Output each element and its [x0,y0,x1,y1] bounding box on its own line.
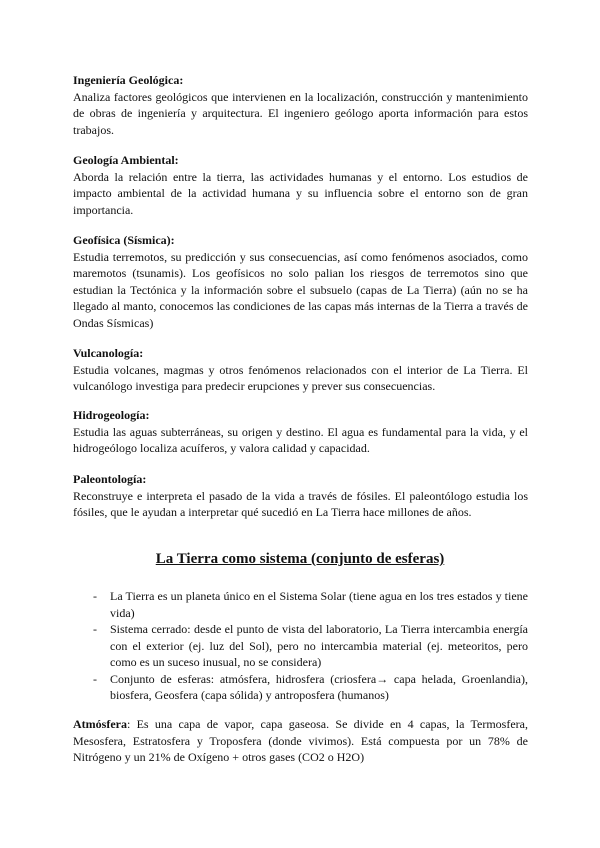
section-text: Estudia volcanes, magmas y otros fenómenos relacionados con el interior de La Tierra. El vulcanólogo investiga para predecir erupciones y prever sus consecuencias. [73,362,528,393]
list-item-text: La Tierra es un planeta único en el Sistema Solar (tiene agua en los tres estados y tiene vida) [110,589,528,620]
section-geofisica [73,232,528,331]
atmosfera-text: : Es una capa de vapor, capa gaseosa. Se divide en 4 capas, la Termosfera, Mesosfera, Estratosfera y Troposfera (donde vivimos). Está compuesta por un 78% de Nitrógeno y un 21% de Oxígeno + otros gases (CO2 o H2O) [73,717,528,764]
section-text: Analiza factores geológicos que intervienen en la localización, construcción y mantenimiento de obras de ingeniería y arquitectura. El ingeniero geólogo aporta información para estos trabajos. [73,89,528,137]
section-heading: Vulcanología: [73,346,144,360]
section-text: Estudia las aguas subterráneas, su origen y destino. El agua es fundamental para la vida, y el hidrogeólogo localiza acuíferos, y valora calidad y capacidad. [73,424,528,455]
section-heading: Geología Ambiental: [73,153,179,167]
list-item [93,621,528,671]
atmosfera-term: Atmósfera [73,717,127,731]
section-ingenieria-geologica [73,72,528,138]
section-text: Aborda la relación entre la tierra, las actividades humanas y el entorno. Los estudios de impacto ambiental de la actividad humana y su influencia sobre el entorno son de gran importancia. [73,169,528,217]
atmosfera-paragraph [73,716,528,766]
section-heading: Paleontología: [73,472,147,486]
section-heading: Hidrogeología: [73,408,150,422]
section-hidrogeologia [73,407,528,457]
list-item [93,588,528,621]
section-paleontologia [73,471,528,521]
list-item-text: Conjunto de esferas: atmósfera, hidrosfera (criosfera→ capa helada, Groenlandia), biosfera, Geosfera (capa sólida) y antroposfera (humanos) [110,671,528,702]
list-item-text: Sistema cerrado: desde el punto de vista del laboratorio, La Tierra intercambia energía con el exterior (ej. luz del Sol), pero no intercambia material (ej. meteoritos, pero como es un suceso inusual, no se considera) [110,622,528,669]
bullet-dash: - [93,671,97,686]
section-text: Estudia terremotos, su predicción y sus consecuencias, así como fenómenos asociados, como maremotos (tsunamis). Los geofísicos no solo palian los riesgos de terremotos sino que estudian la Tectónica y la información sobre el subsuelo (capas de La Tierra) (aún no se ha llegado al manto, conocemos las condiciones de las capas más internas de la Tierra a través de Ondas Sísmicas) [73,249,528,330]
section-vulcanologia [73,345,528,395]
bullet-dash: - [93,589,97,603]
section-title: La Tierra como sistema (conjunto de esferas) [155,551,445,567]
bullet-list [93,588,528,704]
section-heading: Geofísica (Sísmica): [73,233,175,247]
list-item [93,671,528,704]
bullet-dash: - [93,622,97,636]
section-text: Reconstruye e interpreta el pasado de la vida a través de fósiles. El paleontólogo estudia los fósiles, que le ayudan a interpretar qué sucedió en La Tierra hace millones de años. [73,488,528,519]
section-heading: Ingeniería Geológica: [73,73,184,87]
section-geologia-ambiental [73,152,528,218]
